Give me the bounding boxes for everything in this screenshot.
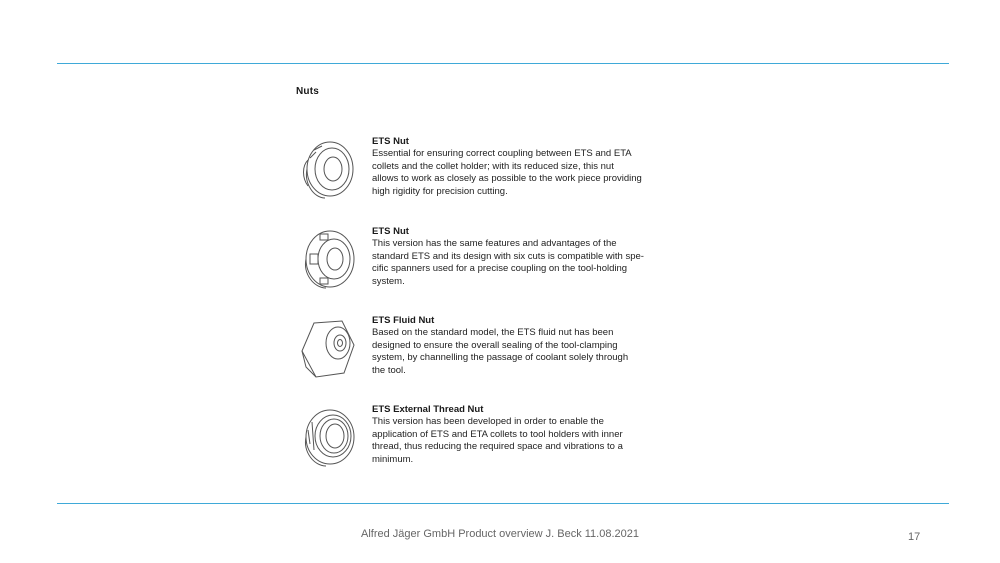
product-name: ETS Fluid Nut [372,315,435,326]
product-name: ETS Nut [372,136,409,147]
ets-nut-icon [292,136,362,206]
page-number: 17 [908,531,921,543]
section-title: Nuts [296,86,320,97]
product-description: This version has the same features and advantages of the standard ETS and its design with six cuts is compatible with spe- cific spanners used for a precise coupling on the tool-holding system. [372,238,644,287]
product-description: Based on the standard model, the ETS fluid nut has been designed to ensure the overall sealing of the tool-clamping system, by channelling the passage of coolant solely through the tool. [372,327,629,376]
ets-external-thread-nut-icon [292,404,362,474]
footer-text: Alfred Jäger GmbH Product overview J. Beck 11.08.2021 [361,528,639,540]
product-description: Essential for ensuring correct coupling between ETS and ETA collets and the collet holder; with its reduced size, this nut allows to work as closely as possible to the work piece providing high rigidity for precision cutting. [372,148,642,197]
product-name: ETS External Thread Nut [372,404,484,415]
product-description: This version has been developed in order to enable the application of ETS and ETA collets to tool holders with inner thread, thus reducing the required space and vibrations to a minimum. [372,416,623,465]
bottom-divider [57,503,949,504]
ets-nut-six-cuts-icon [292,226,362,296]
ets-fluid-nut-icon [292,315,362,385]
top-divider [57,63,949,64]
product-name: ETS Nut [372,226,409,237]
